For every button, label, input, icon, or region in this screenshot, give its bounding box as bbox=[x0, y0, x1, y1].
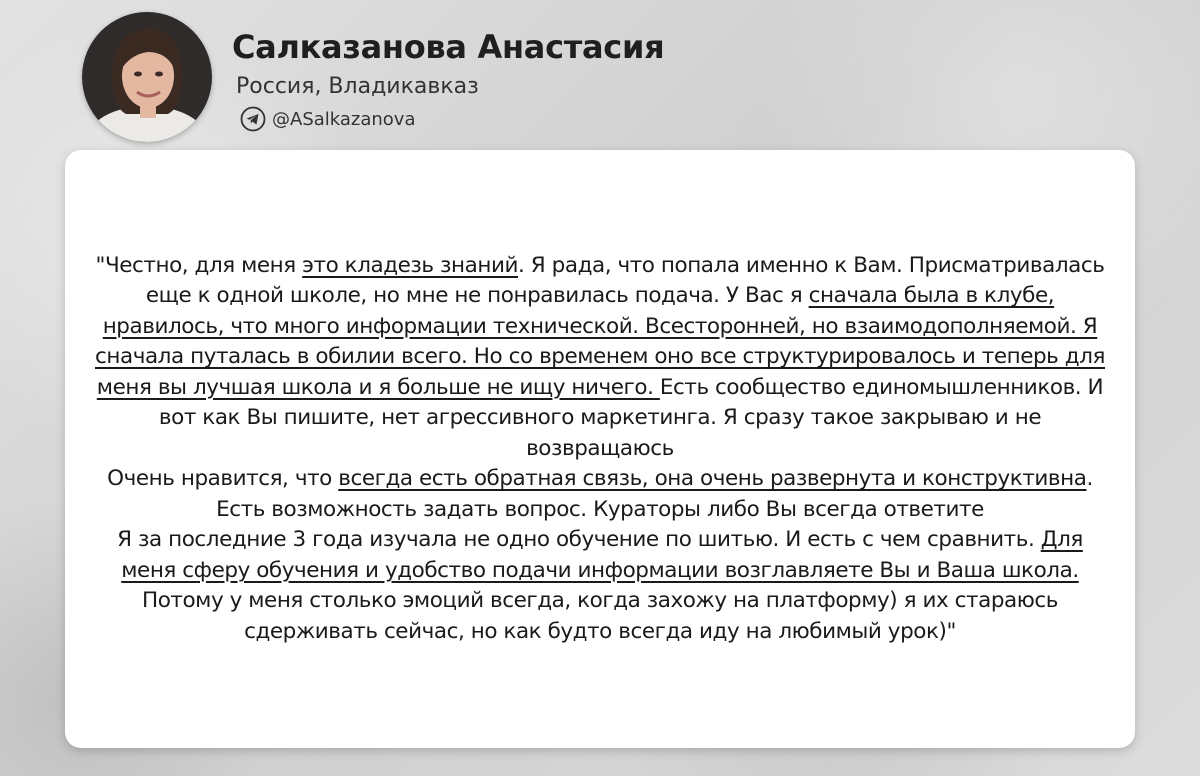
highlighted-text: Для меня сферу обучения и удобство подачи информации возглавляете Вы и Ваша школа. bbox=[121, 527, 1083, 583]
profile-location: Россия, Владикавказ bbox=[236, 74, 479, 99]
text-span: Потому у меня столько эмоций всегда, когда захожу на платформу) я их стараюсь сдерживать сейчас, но как будто всегда иду на любимый урок)" bbox=[141, 588, 1059, 644]
highlighted-text: это кладезь знаний bbox=[302, 252, 518, 278]
highlighted-text: сначала была в клубе, нравилось, что много информации технической. Всесторонней, но взаимодополняемой. Я сначала путалась в обилии всего. Но со временем оно все структурировалось и теперь для меня вы лучшая школа и я больше не ищу ничего. bbox=[95, 283, 1105, 400]
avatar-photo bbox=[82, 12, 212, 142]
review-paragraph bbox=[91, 251, 1109, 465]
review-paragraph bbox=[91, 525, 1109, 647]
avatar bbox=[82, 12, 212, 142]
text-span: Очень нравится, что bbox=[107, 466, 339, 492]
text-span: Я за последние 3 года изучала не одно обучение по шитью. И есть с чем сравнить. bbox=[117, 527, 1041, 553]
text-span: . Я рада, что попала именно к Вам. Присматривалась еще к одной школе, но мне не понравилась подача. У Вас я bbox=[145, 252, 1105, 309]
text-span: "Честно, для меня bbox=[95, 252, 303, 278]
text-span: Есть сообщество единомышленников. И вот как Вы пишите, нет агрессивного маркетинга. Я сразу такое закрываю и не возвращаюсь bbox=[158, 374, 1104, 461]
highlighted-text: всегда есть обратная связь, она очень развернута и конструктивна bbox=[338, 466, 1087, 492]
review-text bbox=[91, 251, 1109, 648]
review-card bbox=[65, 150, 1135, 748]
telegram-contact[interactable] bbox=[240, 106, 416, 132]
review-paragraph bbox=[91, 464, 1109, 525]
text-span: . Есть возможность задать вопрос. Кураторы либо Вы всегда ответите bbox=[216, 466, 1093, 522]
telegram-icon bbox=[240, 106, 266, 132]
telegram-handle[interactable]: @ASalkazanova bbox=[272, 108, 416, 130]
profile-name: Салказанова Анастасия bbox=[232, 28, 665, 66]
